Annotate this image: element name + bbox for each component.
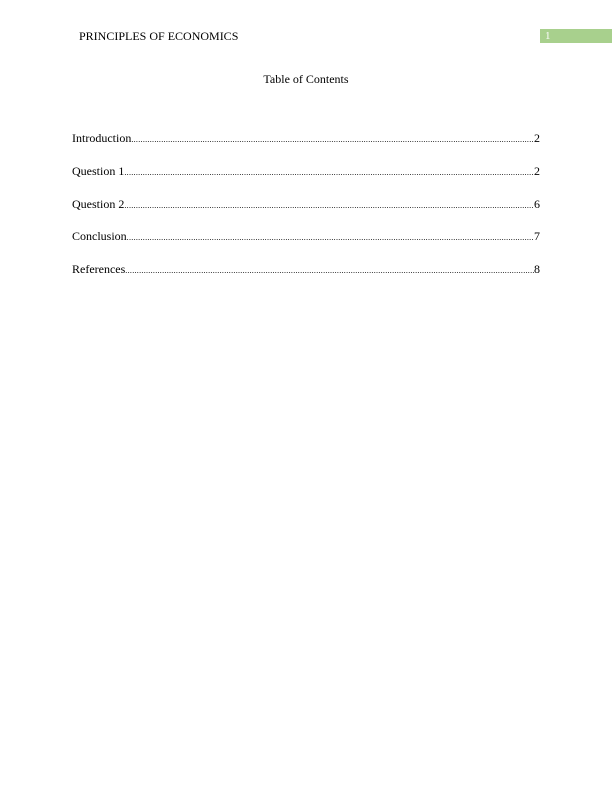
toc-entry-introduction[interactable] bbox=[72, 131, 540, 145]
toc-entry-label: Question 1 bbox=[72, 163, 125, 178]
toc-entry-references[interactable] bbox=[72, 262, 540, 276]
toc-dot-leader bbox=[125, 264, 534, 278]
toc-entry-page: 8 bbox=[534, 262, 540, 277]
toc-entry-label: Introduction bbox=[72, 131, 132, 145]
running-header-title: PRINCIPLES OF ECONOMICS bbox=[79, 29, 239, 43]
toc-entry-label: References bbox=[72, 262, 126, 277]
toc-dot-leader bbox=[124, 199, 534, 213]
toc-entry-conclusion[interactable] bbox=[72, 229, 540, 243]
toc-entry-label: Question 2 bbox=[72, 196, 125, 211]
toc-dot-leader bbox=[124, 166, 534, 180]
toc-title: Table of Contents bbox=[263, 72, 349, 86]
page-number-badge: 1 bbox=[540, 29, 612, 43]
toc-entry-question-2[interactable] bbox=[72, 197, 540, 211]
toc-entry-page: 6 bbox=[534, 196, 540, 211]
toc-dot-leader bbox=[131, 133, 534, 147]
toc-entry-page: 2 bbox=[534, 131, 540, 145]
toc-entry-label: Conclusion bbox=[72, 229, 127, 244]
toc-dot-leader bbox=[127, 231, 534, 245]
toc-list bbox=[72, 131, 540, 295]
toc-entry-question-1[interactable] bbox=[72, 164, 540, 178]
toc-entry-page: 2 bbox=[534, 163, 540, 178]
toc-entry-page: 7 bbox=[534, 229, 540, 244]
